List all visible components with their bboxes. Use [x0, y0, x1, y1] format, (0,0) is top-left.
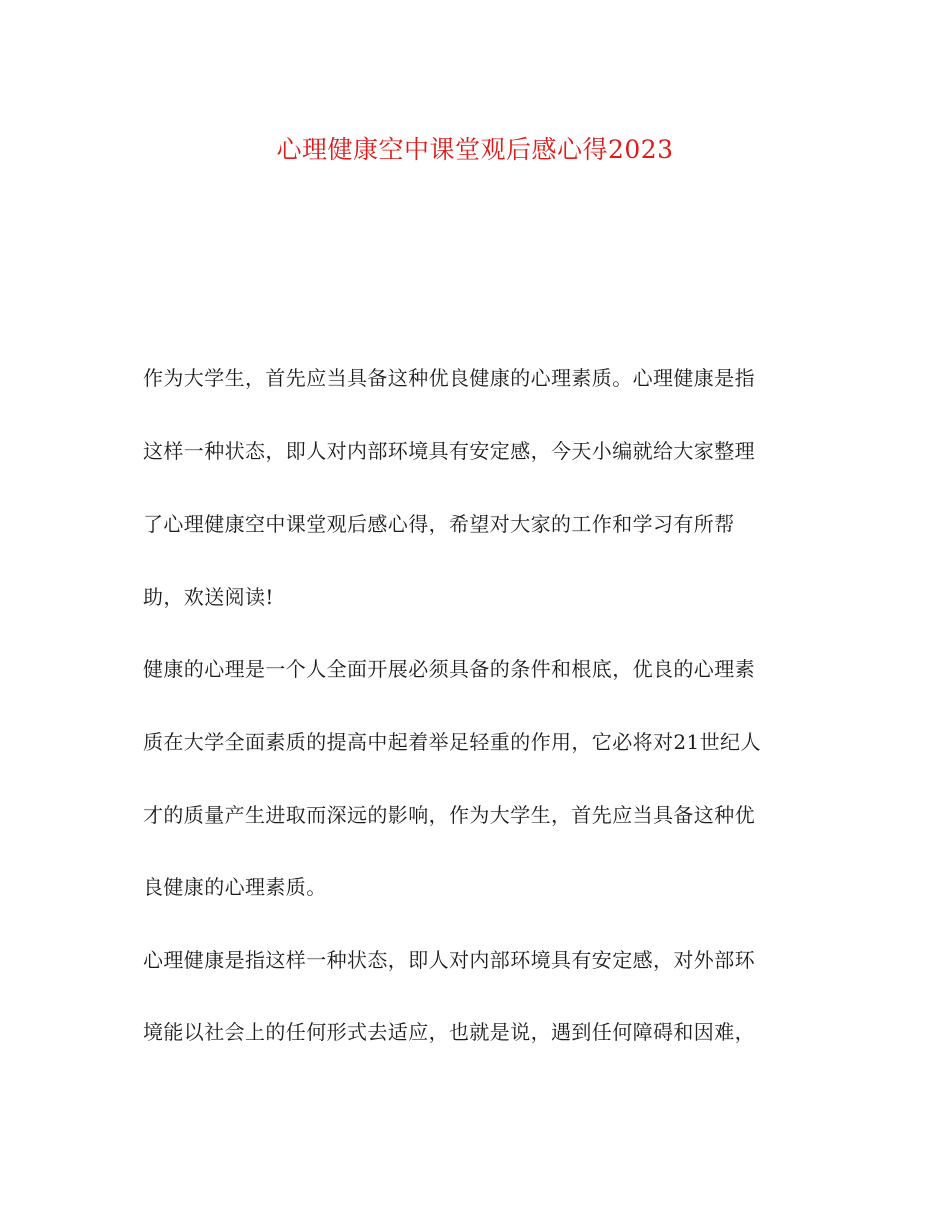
body-line: 这样一种状态，即人对内部环境具有安定感，今天小编就给大家整理 [143, 439, 755, 463]
body-line: 质在大学全面素质的提高中起着举足轻重的作用，它必将对21世纪人 [143, 730, 761, 754]
body-line: 境能以社会上的任何形式去适应，也就是说，遇到任何障碍和因难， [143, 1020, 755, 1044]
body-line: 作为大学生，首先应当具备这种优良健康的心理素质。心理健康是指 [143, 366, 755, 390]
body-line: 心理健康是指这样一种状态，即人对内部环境具有安定感，对外部环 [143, 948, 755, 972]
body-line: 才的质量产生进取而深远的影响，作为大学生，首先应当具备这种优 [143, 803, 755, 827]
body-line: 了心理健康空中课堂观后感心得，希望对大家的工作和学习有所帮 [143, 512, 735, 536]
document-title: 心理健康空中课堂观后感心得2023 [276, 135, 674, 164]
body-line: 良健康的心理素质。 [143, 875, 327, 899]
body-line: 助，欢送阅读! [143, 585, 274, 609]
body-line: 健康的心理是一个人全面开展必须具备的条件和根底，优良的心理素 [143, 657, 755, 681]
